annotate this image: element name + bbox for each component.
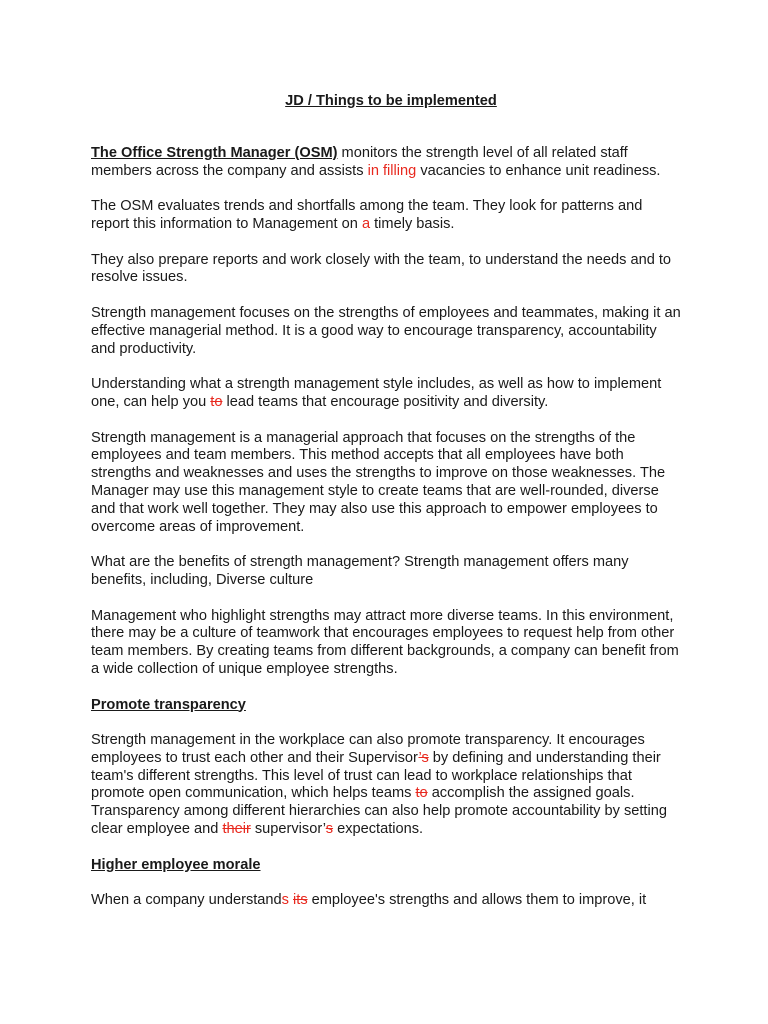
text-run: timely basis.: [370, 215, 455, 232]
text-run: monitors the strength level of all related staff members across the company and assists: [91, 144, 628, 179]
paragraph-managerial-approach: Strength management is a managerial approach that focuses on the strengths of the employees and team members. This method accepts that all employees have both strengths and weaknesses and uses the strengths to improve on those weaknesses. The Manager may use this management style to create teams that are well-rounded, diverse and that work well together. They may also use this approach to empower employees to overcome areas of improvement.: [91, 429, 666, 535]
tracked-deletion: ’s: [418, 749, 429, 766]
paragraph-transparency: [91, 732, 683, 839]
tracked-insertion: s: [281, 892, 289, 909]
paragraph-morale: [91, 892, 683, 910]
document-page: [91, 93, 683, 928]
tracked-deletion: its: [293, 892, 308, 909]
text-run: accomplish the assigned goals. Transparency among different hierarchies can also help promote accountability by setting clear employee and: [91, 785, 667, 838]
document-title: JD / Things to be implemented: [285, 93, 497, 109]
heading-promote-transparency: Promote transparency: [91, 696, 246, 713]
tracked-insertion: a: [361, 215, 371, 232]
text-run: expectations.: [333, 821, 424, 838]
text-run: Understanding what a strength management style includes, as well as how to implement one, can help you: [91, 376, 662, 410]
text-run: vacancies to enhance unit readiness.: [416, 162, 661, 179]
heading-higher-morale: Higher employee morale: [91, 856, 261, 873]
paragraph-benefits: What are the benefits of strength management? Strength management offers many benefits, including, Diverse culture: [91, 554, 629, 588]
tracked-deletion: s: [325, 821, 334, 838]
tracked-insertion: in filling: [367, 162, 417, 179]
paragraph-understanding: [91, 376, 683, 412]
tracked-deletion: to: [415, 785, 428, 802]
text-run: The OSM evaluates trends and shortfalls among the team. They look for patterns and report this information to Management on: [91, 198, 643, 232]
tracked-deletion: to: [210, 393, 223, 410]
text-run: by defining and understanding their team's different strengths. This level of trust can lead to workplace relationships that promote open communication, which helps teams: [91, 749, 661, 802]
text-run: supervisor’: [250, 821, 326, 838]
paragraph-osm-intro: [91, 145, 683, 181]
paragraph-strength-focus: Strength management focuses on the strengths of employees and teammates, making it an effective managerial method. It is a good way to encourage transparency, accountability and productivity.: [91, 304, 681, 357]
osm-role-title: The Office Strength Manager (OSM): [91, 144, 338, 161]
paragraph-diverse-teams: Management who highlight strengths may attract more diverse teams. In this environment, there may be a culture of teamwork that encourages employees to request help from other team members. By creating teams from different backgrounds, a company can benefit from a wide collection of unique employee strengths.: [91, 607, 679, 677]
paragraph-osm-evaluates: [91, 198, 683, 234]
tracked-deletion: their: [222, 821, 251, 838]
text-run: When a company understand: [91, 892, 282, 909]
text-run: employee's strengths and allows them to improve, it: [307, 892, 647, 909]
text-run: Strength management in the workplace can also promote transparency. It encourages employees to trust each other and their Supervisor: [91, 732, 645, 766]
text-run: lead teams that encourage positivity and diversity.: [222, 393, 549, 410]
paragraph-reports: They also prepare reports and work closely with the team, to understand the needs and to resolve issues.: [91, 251, 672, 286]
